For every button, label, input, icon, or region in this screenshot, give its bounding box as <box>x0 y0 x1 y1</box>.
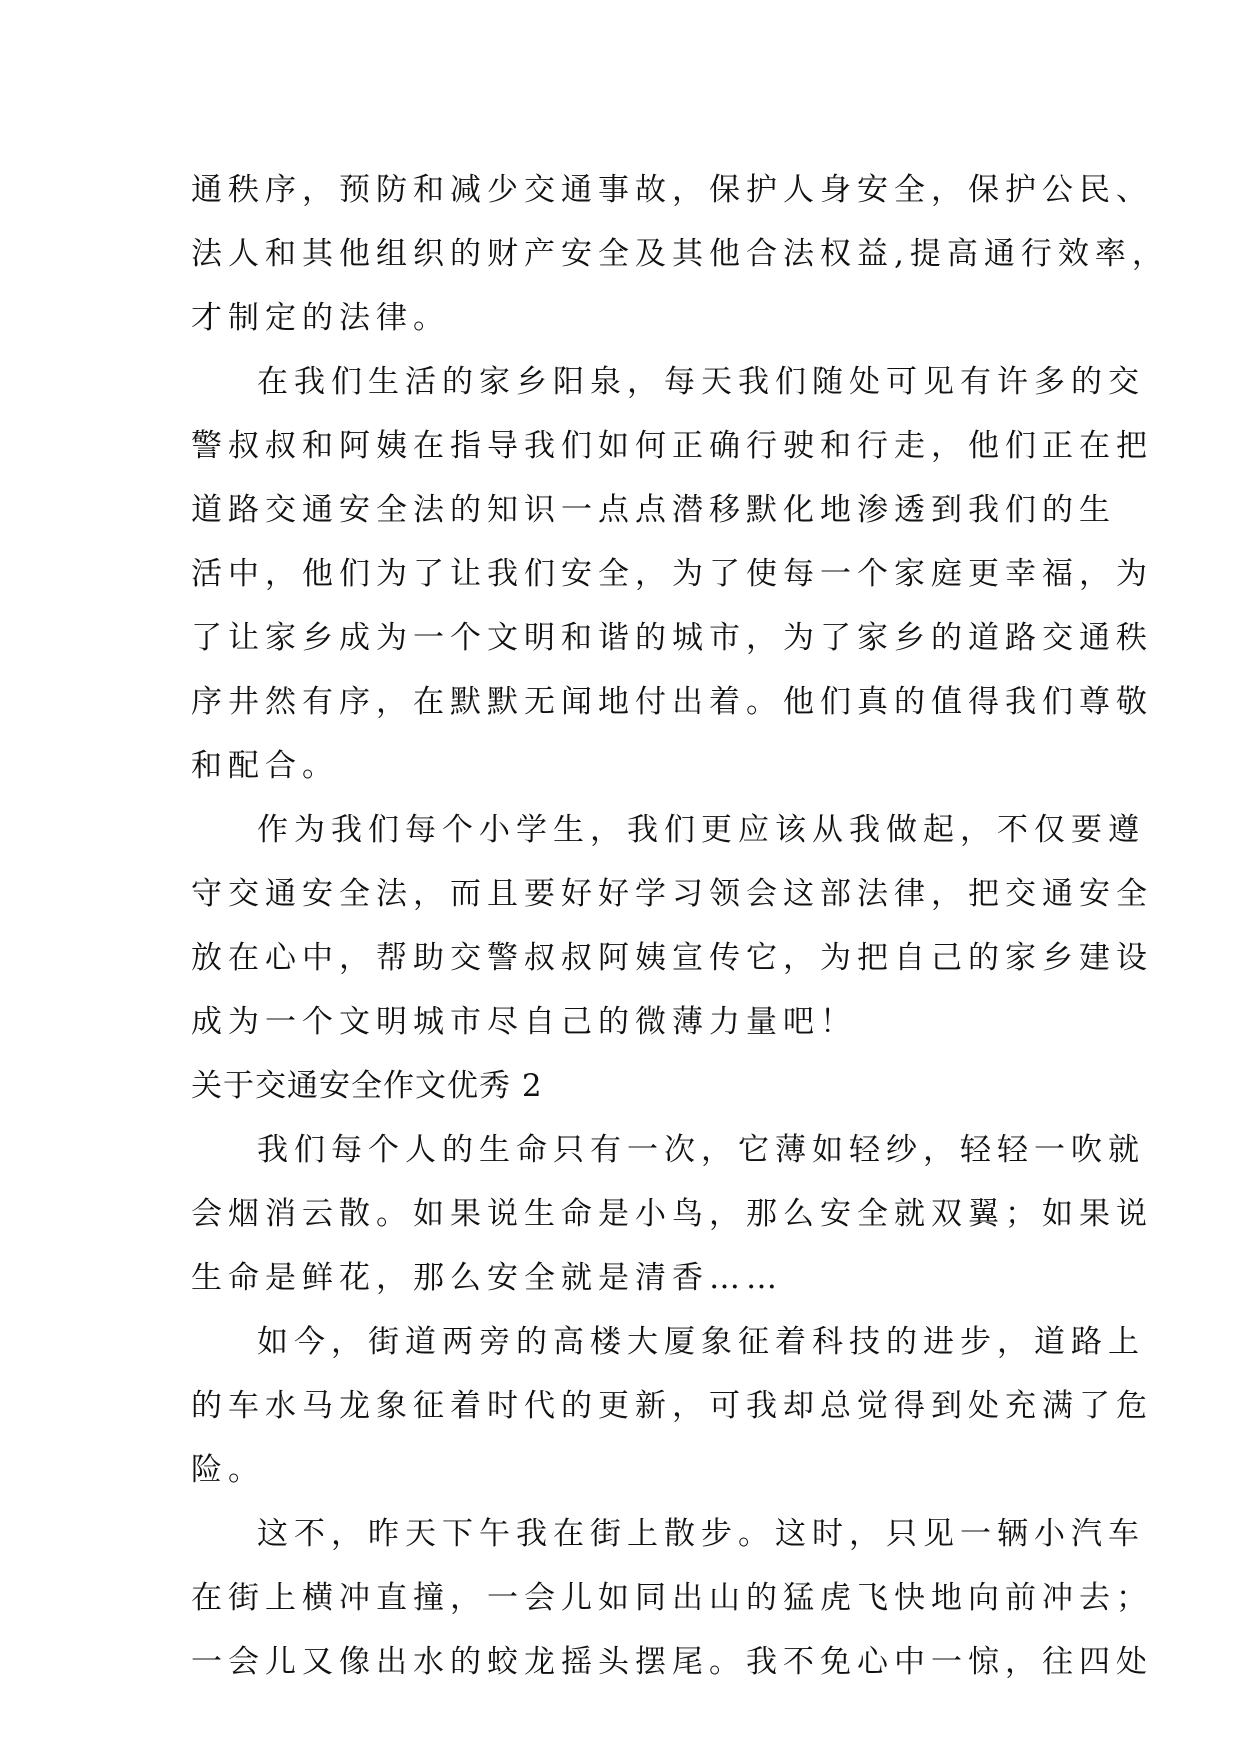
document-page <box>191 158 1169 1694</box>
text-line: 放在心中，帮助交警叔叔阿姨宣传它，为把自己的家乡建设 <box>191 940 1153 976</box>
text-line: 这不，昨天下午我在街上散步。这时，只见一辆小汽车 <box>257 1516 1145 1552</box>
text-line: 险。 <box>191 1452 265 1488</box>
paragraph <box>191 798 1153 1054</box>
text-line: 警叔叔和阿姨在指导我们如何正确行驶和行走，他们正在把 <box>191 428 1153 464</box>
text-line: 活中，他们为了让我们安全，为了使每一个家庭更幸福，为 <box>191 556 1153 592</box>
text-line: 在街上横冲直撞，一会儿如同出山的猛虎飞快地向前冲去； <box>191 1580 1153 1616</box>
paragraph <box>191 1310 1153 1502</box>
text-line: 道路交通安全法的知识一点点潜移默化地渗透到我们的生 <box>191 492 1116 528</box>
paragraph <box>191 350 1153 798</box>
paragraph <box>191 1118 1153 1310</box>
text-line: 和配合。 <box>191 748 339 784</box>
text-line: 法人和其他组织的财产安全及其他合法权益,提高通行效率， <box>191 236 1169 272</box>
text-line: 如今，街道两旁的高楼大厦象征着科技的进步，道路上 <box>257 1324 1145 1360</box>
paragraph <box>191 1502 1153 1694</box>
text-line: 成为一个文明城市尽自己的微薄力量吧！ <box>191 1004 857 1040</box>
text-line: 作为我们每个小学生，我们更应该从我做起，不仅要遵 <box>257 812 1145 848</box>
section-heading: 关于交通安全作文优秀 2 <box>191 1068 543 1104</box>
text-line: 了让家乡成为一个文明和谐的城市，为了家乡的道路交通秩 <box>191 620 1153 656</box>
text-line: 的车水马龙象征着时代的更新，可我却总觉得到处充满了危 <box>191 1388 1153 1424</box>
text-line: 通秩序，预防和减少交通事故，保护人身安全，保护公民、 <box>191 172 1153 208</box>
text-line: 生命是鲜花，那么安全就是清香…… <box>191 1260 783 1296</box>
text-line: 才制定的法律。 <box>191 300 450 336</box>
text-line: 会烟消云散。如果说生命是小鸟，那么安全就双翼；如果说 <box>191 1196 1153 1232</box>
text-line: 序井然有序，在默默无闻地付出着。他们真的值得我们尊敬 <box>191 684 1153 720</box>
text-line: 在我们生活的家乡阳泉，每天我们随处可见有许多的交 <box>257 364 1145 400</box>
paragraph <box>191 158 1169 350</box>
text-line: 守交通安全法，而且要好好学习领会这部法律，把交通安全 <box>191 876 1153 912</box>
text-line: 我们每个人的生命只有一次，它薄如轻纱，轻轻一吹就 <box>257 1132 1145 1168</box>
text-line: 一会儿又像出水的蛟龙摇头摆尾。我不免心中一惊，往四处 <box>191 1644 1153 1680</box>
